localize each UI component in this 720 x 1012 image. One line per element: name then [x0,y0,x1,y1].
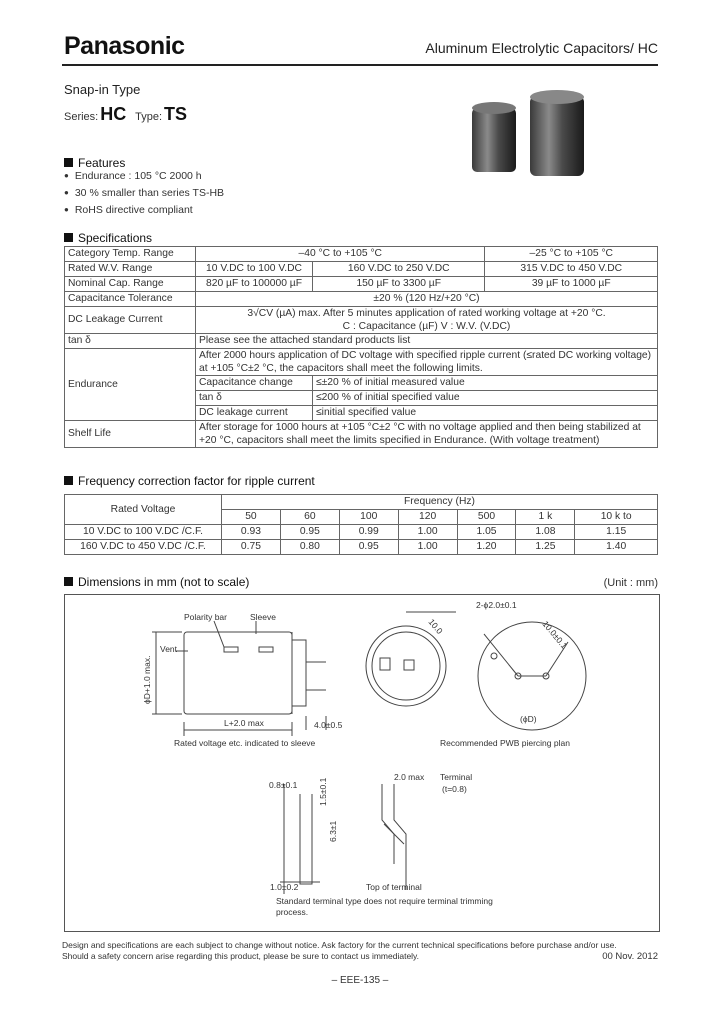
mount-type: Snap-in Type [64,82,141,97]
table-cell: 0.75 [222,540,281,555]
t63-label: 6.3±1 [328,820,338,842]
unit-label: (Unit : mm) [603,577,658,589]
table-cell: 1.00 [398,540,457,555]
tan-value: Please see the attached standard products list [196,334,658,349]
t15-label: 1.5±0.1 [318,777,328,806]
page-number: – EEE-135 – [331,975,389,986]
dim-10-label: 10.0 [426,616,445,636]
brand-logo: Panasonic [64,32,185,60]
freq-col: 1 k [516,510,575,525]
tol-value: ±20 % (120 Hz/+20 °C) [196,292,658,307]
features-heading: Features [64,156,125,170]
table-cell: 1.00 [398,525,457,540]
capacitor-photo [460,90,600,190]
series-label: Series: [64,111,99,123]
l-label: L+2.0 max [224,718,264,728]
tan-label: tan δ [65,334,196,349]
endurance-cap-label: Capacitance change [196,376,313,391]
tol-label: Capacitance Tolerance [65,292,196,307]
series-type-line [64,104,193,125]
header-divider [62,64,658,66]
table-cell: 1.05 [457,525,516,540]
table-cell: 0.80 [280,540,339,555]
frequency-heading: Frequency correction factor for ripple current [64,474,315,488]
wv-1: 10 V.DC to 100 V.DC [196,262,313,277]
endurance-cap-value: ≤±20 % of initial measured value [313,376,658,391]
temp-a: –40 °C to +105 °C [196,247,485,262]
phi-d-label: ϕD+1.0 max. [142,655,152,704]
endurance-label: Endurance [65,349,196,421]
cap-1: 820 µF to 100000 µF [196,277,313,292]
type-value: TS [164,104,188,124]
endurance-dcl-label: DC leakage current [196,406,313,421]
freq-col: 120 [398,510,457,525]
wv-3: 315 V.DC to 450 V.DC [485,262,658,277]
cap-3: 39 µF to 1000 µF [485,277,658,292]
table-cell: 1.08 [516,525,575,540]
sleeve-label: Sleeve [250,612,276,622]
footer-date: 00 Nov. 2012 [602,951,658,962]
t1-label: 1.0±0.2 [270,882,299,892]
t08-label: 0.8±0.1 [269,780,298,790]
dcl-label: DC Leakage Current [65,307,196,334]
shelf-label: Shelf Life [65,421,196,448]
pwb-caption: Recommended PWB piercing plan [440,738,570,748]
table-cell: 1.20 [457,540,516,555]
footer-line-2: Should a safety concern arise regarding this product, please be sure to contact us immediately. [62,951,420,961]
table-cell: 1.25 [516,540,575,555]
top-terminal-label: Top of terminal [366,882,422,892]
table-cell: 1.40 [575,540,658,555]
freq-col: 50 [222,510,281,525]
temp-b: –25 °C to +105 °C [485,247,658,262]
table-cell: 0.95 [280,525,339,540]
row-label: 160 V.DC to 450 V.DC /C.F. [65,540,222,555]
frequency-header: Frequency (Hz) [222,495,658,510]
t20-label: 2.0 max [394,772,425,782]
side-caption: Rated voltage etc. indicated to sleeve [174,738,316,748]
wv-2: 160 V.DC to 250 V.DC [313,262,485,277]
dcl-value: 3√CV (µA) max. After 5 minutes application of rated working voltage at +20 °C. C : Capacitance (µF) V : W.V. (V.DC) [196,307,658,334]
cap-2: 150 µF to 3300 µF [313,277,485,292]
endurance-text: After 2000 hours application of DC voltage with specified ripple current (≤rated DC working voltage) at +105 °C±2 °C, the capacitors shall meet the following limits. [196,349,658,376]
shelf-text: After storage for 1000 hours at +105 °C±2 °C with no voltage applied and then being stabilized at +20 °C, capacitors shall meet the limits specified in Endurance. (With voltage treatment) [196,421,658,448]
footer-line-1: Design and specifications are each subject to change without notice. Ask factory for the current technical specifications before purchase and/or use. [62,940,617,950]
document-title: Aluminum Electrolytic Capacitors/ HC [425,40,658,56]
dimension-drawing [64,594,658,930]
table-cell: 0.99 [339,525,398,540]
freq-col: 10 k to [575,510,658,525]
type-label: Type: [135,111,163,123]
polarity-bar-label: Polarity bar [184,612,227,622]
list-item: ● 30 % smaller than series TS-HB [64,185,224,202]
row-label: 10 V.DC to 100 V.DC /C.F. [65,525,222,540]
rated-voltage-header: Rated Voltage [65,495,222,525]
table-cell: 1.15 [575,525,658,540]
frequency-table [64,494,658,555]
lead-length-label: 4.0±0.5 [314,720,343,730]
table-cell: 0.93 [222,525,281,540]
freq-col: 500 [457,510,516,525]
footer-notice [62,940,617,962]
dim-phi2-label: 2-ϕ2.0±0.1 [476,600,517,610]
terminal-label: Terminal [440,772,473,782]
endurance-tan-label: tan δ [196,391,313,406]
endurance-dcl-value: ≤initial specified value [313,406,658,421]
list-item: ● RoHS directive compliant [64,202,224,219]
vent-label: Vent [160,644,178,654]
phi-d-small-label: (ϕD) [520,714,537,724]
standard-terminal-note: Standard terminal type does not require terminal trimming process. [276,896,493,917]
series-value: HC [100,104,127,124]
wv-label: Rated W.V. Range [65,262,196,277]
table-row [65,525,658,540]
dimensions-heading: Dimensions in mm (not to scale) [64,575,249,589]
freq-col: 100 [339,510,398,525]
temp-label: Category Temp. Range [65,247,196,262]
endurance-tan-value: ≤200 % of initial specified value [313,391,658,406]
table-cell: 0.95 [339,540,398,555]
freq-col: 60 [280,510,339,525]
dim-pitch-label: 10.0±0.1 [540,618,570,651]
terminal-thickness-label: (t=0.8) [442,784,467,794]
table-row [65,540,658,555]
cap-label: Nominal Cap. Range [65,277,196,292]
features-list [64,168,224,219]
specifications-table [64,246,658,448]
list-item: ● Endurance : 105 °C 2000 h [64,168,224,185]
specifications-heading: Specifications [64,231,152,245]
